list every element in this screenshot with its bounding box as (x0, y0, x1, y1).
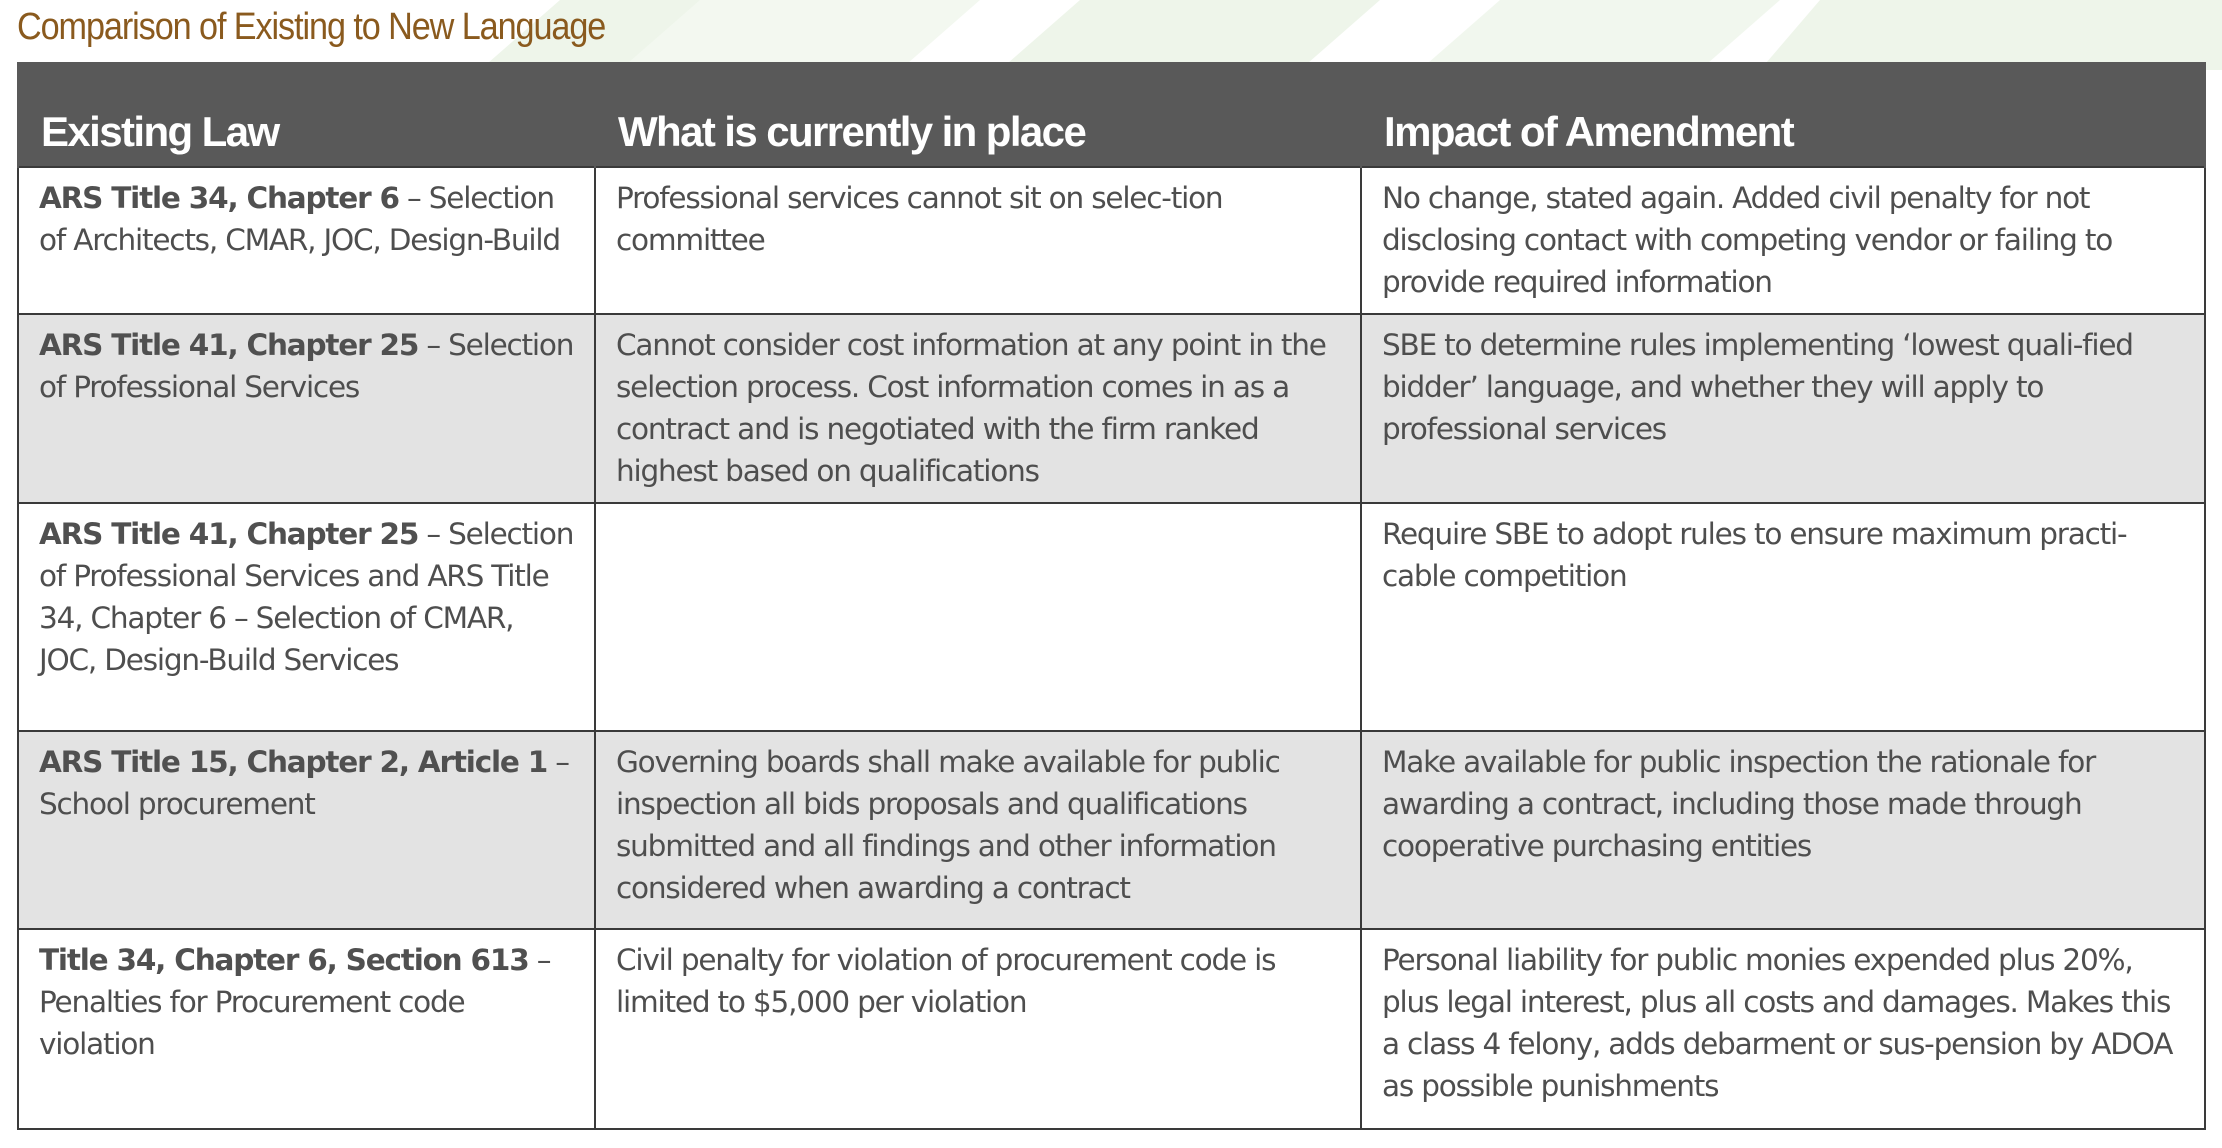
table-row (18, 167, 2205, 314)
law-description: – School procurement (39, 745, 569, 821)
impact-cell: Require SBE to adopt rules to ensure maximum practi-cable competition (1361, 503, 2205, 731)
table-row (18, 503, 2205, 731)
law-description: – Selection of Professional Services (39, 328, 574, 404)
current-cell: Governing boards shall make available for public inspection all bids proposals and qualifications submitted and all findings and other information considered when awarding a contract (595, 731, 1361, 929)
comparison-table (17, 62, 2206, 1130)
table-body (18, 167, 2205, 1129)
header-current: What is currently in place (595, 62, 1361, 167)
table-row (18, 929, 2205, 1129)
law-citation: ARS Title 41, Chapter 25 (39, 517, 419, 551)
law-citation: Title 34, Chapter 6, Section 613 (39, 943, 529, 977)
law-citation: ARS Title 41, Chapter 25 (39, 328, 419, 362)
law-description: – Selection of Architects, CMAR, JOC, Design-Build (39, 181, 560, 257)
current-cell: Cannot consider cost information at any point in the selection process. Cost information comes in as a contract and is negotiated with the firm ranked highest based on qualifications (595, 314, 1361, 503)
existing-law-cell (18, 167, 595, 314)
current-cell: Professional services cannot sit on selec-tion committee (595, 167, 1361, 314)
law-citation: ARS Title 15, Chapter 2, Article 1 (39, 745, 548, 779)
header-row (18, 62, 2205, 167)
impact-cell: Personal liability for public monies expended plus 20%, plus legal interest, plus all costs and damages. Makes this a class 4 felony, adds debarment or sus-pension by ADOA as possible punishments (1361, 929, 2205, 1129)
existing-law-cell (18, 314, 595, 503)
impact-cell: SBE to determine rules implementing ‘lowest quali-fied bidder’ language, and whether they will apply to professional services (1361, 314, 2205, 503)
table-header (18, 62, 2205, 167)
table-row (18, 314, 2205, 503)
header-existing-law: Existing Law (18, 62, 595, 167)
header-impact: Impact of Amendment (1361, 62, 2205, 167)
impact-cell: Make available for public inspection the rationale for awarding a contract, including those made through cooperative purchasing entities (1361, 731, 2205, 929)
law-description: – Selection of Professional Services and ARS Title 34, Chapter 6 – Selection of CMAR, JOC, Design-Build Services (39, 517, 574, 677)
current-cell (595, 503, 1361, 731)
existing-law-cell (18, 503, 595, 731)
current-cell: Civil penalty for violation of procurement code is limited to $5,000 per violation (595, 929, 1361, 1129)
law-citation: ARS Title 34, Chapter 6 (39, 181, 399, 215)
existing-law-cell (18, 929, 595, 1129)
page-title: Comparison of Existing to New Language (17, 6, 606, 48)
law-description: – Penalties for Procurement code violation (39, 943, 551, 1061)
existing-law-cell (18, 731, 595, 929)
table-row (18, 731, 2205, 929)
impact-cell: No change, stated again. Added civil penalty for not disclosing contact with competing vendor or failing to provide required information (1361, 167, 2205, 314)
